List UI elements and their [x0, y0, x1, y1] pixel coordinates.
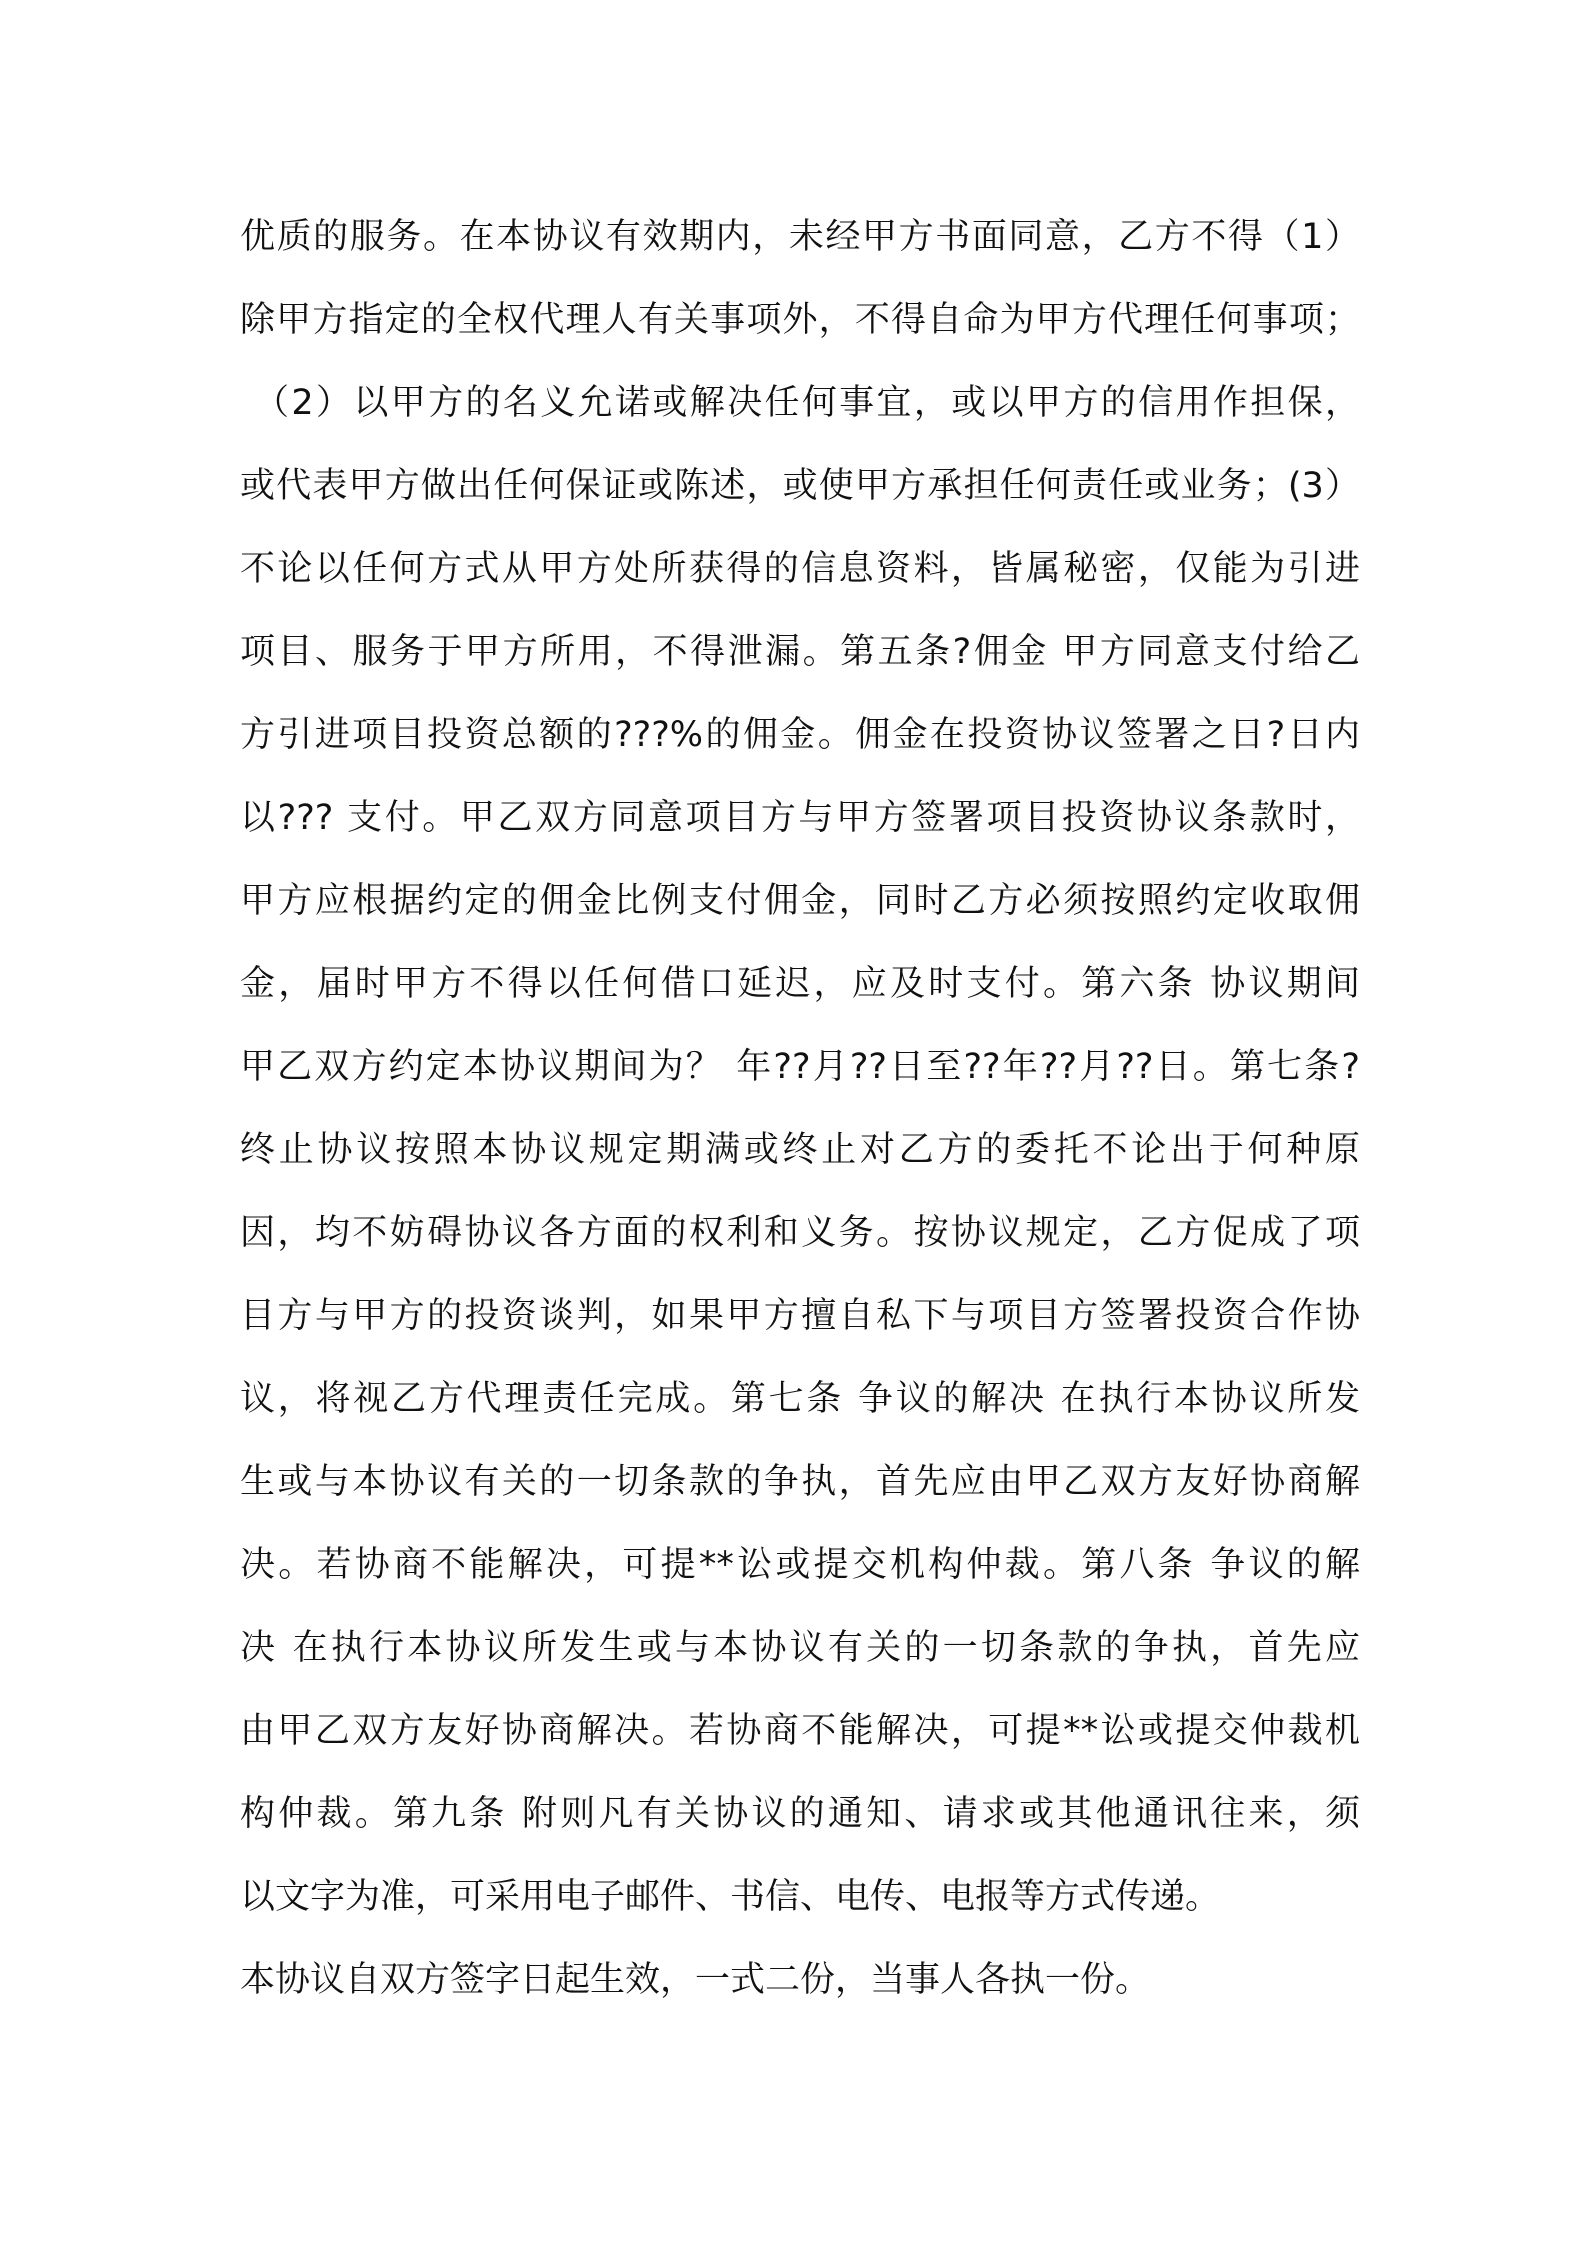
text-line-4: 或代表甲方做出任何保证或陈述，或使甲方承担任何责任或业务；(3） [240, 466, 1360, 506]
text-line-19: 由甲乙双方友好协商解决。若协商不能解决，可提**讼或提交仲裁机 [240, 1711, 1360, 1751]
text-line-20: 构仲裁。第九条 附则凡有关协议的通知、请求或其他通讯往来，须 [240, 1794, 1360, 1834]
text-line-14: 目方与甲方的投资谈判，如果甲方擅自私下与项目方签署投资合作协 [240, 1296, 1360, 1336]
text-line-7: 方引进项目投资总额的???%的佣金。佣金在投资协议签署之日?日内 [240, 715, 1360, 755]
text-line-16: 生或与本协议有关的一切条款的争执，首先应由甲乙双方友好协商解 [240, 1462, 1360, 1502]
text-line-9: 甲方应根据约定的佣金比例支付佣金，同时乙方必须按照约定收取佣 [240, 881, 1360, 921]
text-line-21: 以文字为准，可采用电子邮件、书信、电传、电报等方式传递。 [240, 1877, 1221, 1917]
text-line-17: 决。若协商不能解决，可提**讼或提交机构仲裁。第八条 争议的解 [240, 1545, 1360, 1585]
text-line-11: 甲乙双方约定本协议期间为？ 年??月??日至??年??月??日。第七条? [240, 1047, 1360, 1087]
text-line-8: 以??? 支付。甲乙双方同意项目方与甲方签署项目投资协议条款时， [240, 798, 1360, 838]
text-line-2: 除甲方指定的全权代理人有关事项外，不得自命为甲方代理任何事项； [240, 300, 1360, 340]
text-line-15: 议，将视乙方代理责任完成。第七条 争议的解决 在执行本协议所发 [240, 1379, 1360, 1419]
closing-paragraph: 本协议自双方签字日起生效，一式二份，当事人各执一份。 [240, 1960, 1151, 2000]
text-line-13: 因，均不妨碍协议各方面的权利和义务。按协议规定，乙方促成了项 [240, 1213, 1360, 1253]
text-line-5: 不论以任何方式从甲方处所获得的信息资料，皆属秘密，仅能为引进 [240, 549, 1360, 589]
body-text [240, 196, 1360, 2022]
text-line-1: 优质的服务。在本协议有效期内，未经甲方书面同意，乙方不得（1） [240, 217, 1360, 257]
text-line-10: 金，届时甲方不得以任何借口延迟，应及时支付。第六条 协议期间 [240, 964, 1360, 1004]
text-line-18: 决 在执行本协议所发生或与本协议有关的一切条款的争执，首先应 [240, 1628, 1360, 1668]
text-line-3: （2）以甲方的名义允诺或解决任何事宜，或以甲方的信用作担保， [254, 383, 1360, 423]
text-line-6: 项目、服务于甲方所用，不得泄漏。第五条?佣金 甲方同意支付给乙 [240, 632, 1360, 672]
text-line-12: 终止协议按照本协议规定期满或终止对乙方的委托不论出于何种原 [240, 1130, 1360, 1170]
